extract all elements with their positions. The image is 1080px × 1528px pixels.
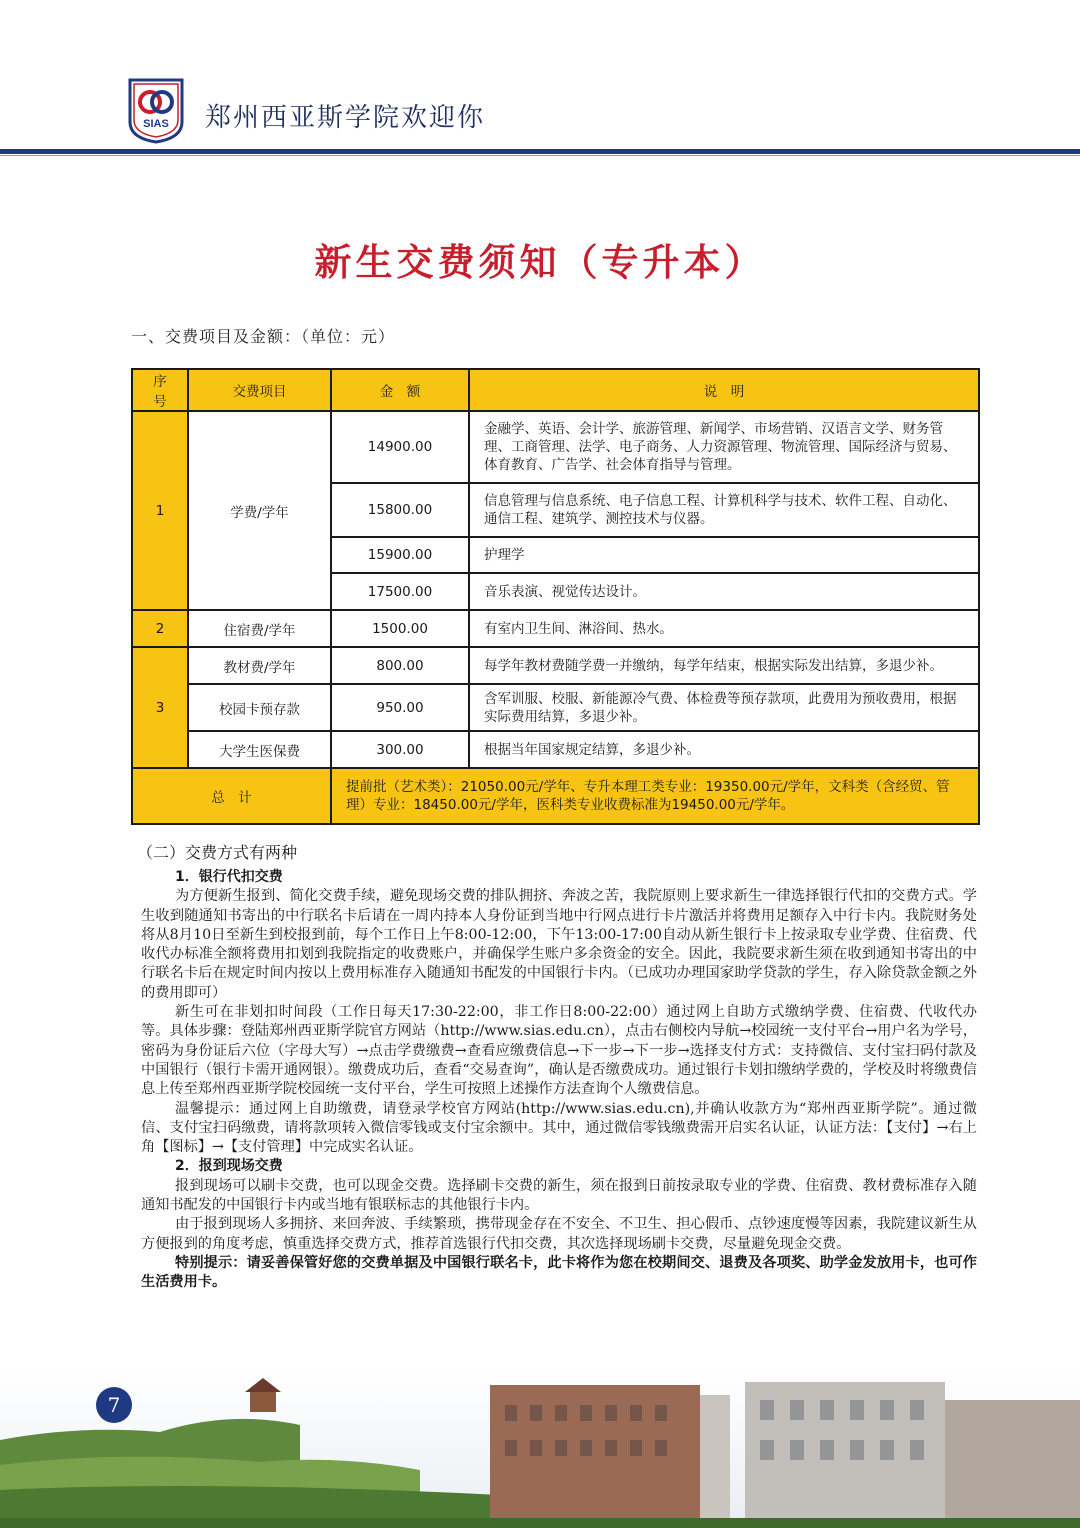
row-desc: 根据当年国家规定结算，多退少补。 [469,731,979,768]
header-rule [0,149,1080,154]
table-header-row [132,369,979,411]
table-row [132,647,979,684]
col-header-item: 交费项目 [188,369,331,411]
special-notice: 特别提示：请妥善保管好您的交费单据及中国银行联名卡，此卡将作为您在校期间交、退费及各项奖、助学金发放用卡，也可作生活费用卡。 [141,1254,977,1291]
campus-photo-banner [0,1370,1080,1528]
logo-text: SIAS [143,118,169,130]
header-rule-thin [0,155,1080,156]
row-desc: 含军训服、校服、新能源冷气费、体检费等预存款项，此费用为预收费用，根据实际费用结算，多退少补。 [469,684,979,731]
page-header [0,0,1080,160]
row-num: 1 [132,411,188,610]
method2-paragraph: 由于报到现场人多拥挤、来回奔波、手续繁琐，携带现金存在不安全、不卫生、担心假币、点钞速度慢等因素，我院建议新生从方便报到的角度考虑，慎重选择交费方式，推荐首选银行代扣交费，其次选择现场刷卡交费，尽量避免现金交费。 [141,1216,977,1252]
row-desc: 信息管理与信息系统、电子信息工程、计算机科学与技术、软件工程、自动化、通信工程、建筑学、测控技术与仪器。 [469,483,979,537]
row-amount: 800.00 [331,647,469,684]
method1-paragraph: 新生可在非划扣时间段（工作日每天17:30-22:00，非工作日8:00-22:00）通过网上自助方式缴纳学费、住宿费、代收代办等。具体步骤：登陆郑州西亚斯学院官方网站（http://www.sias.edu.cn），点击右侧校内导航→校园统一支付平台→用户名为学号，密码为身份证后六位（字母大写）→点击学费缴费→查看应缴费信息→下一步→下一步→选择支付方式：支持微信、支付宝扫码付款及中国银行（银行卡需开通网银）。缴费成功后，查看“交易查询”，确认是否缴费成功。通过银行卡划扣缴纳学费的，学校及时将缴费信息上传至郑州西亚斯学院校园统一支付平台，学生可按照上述操作方法查询个人缴费信息。 [141,1004,977,1098]
row-num: 3 [132,647,188,768]
table-row [132,731,979,768]
col-header-desc: 说 明 [469,369,979,411]
row-amount: 15800.00 [331,483,469,537]
method2-heading: 2．报到现场交费 [175,1158,283,1175]
row-amount: 950.00 [331,684,469,731]
document-title: 新生交费须知（专升本） [314,240,766,284]
method1-heading: 1．银行代扣交费 [175,869,283,885]
row-amount: 17500.00 [331,573,469,610]
row-desc: 音乐表演、视觉传达设计。 [469,573,979,610]
method2-paragraph: 报到现场可以刷卡交费，也可以现金交费。选择刷卡交费的新生，须在报到日前按录取专业的学费、住宿费、教材费标准存入随通知书配发的中国银行卡内或当地有银联标志的其他银行卡内。 [141,1177,977,1214]
row-num: 2 [132,610,188,647]
row-item: 校园卡预存款 [188,684,331,731]
sias-logo [128,78,184,144]
row-item: 教材费/学年 [188,647,331,684]
table-row [132,610,979,647]
row-amount: 300.00 [331,731,469,768]
page-number: 7 [96,1387,132,1423]
col-header-amount: 金 额 [331,369,469,411]
row-desc: 有室内卫生间、淋浴间、热水。 [469,610,979,647]
total-row [132,768,979,824]
row-desc: 护理学 [469,537,979,573]
col-header-num: 序号 [132,369,188,411]
row-amount: 1500.00 [331,610,469,647]
row-item: 学费/学年 [188,411,331,610]
section1-heading: 一、交费项目及金额：（单位：元） [131,327,396,346]
fee-table [131,368,980,825]
method1-paragraph: 温馨提示：通过网上自助缴费，请登录学校官方网站(http://www.sias.edu.cn),并确认收款方为“郑州西亚斯学院”。通过微信、支付宝扫码缴费，请将款项转入微信零钱或支付宝余额中。其中，通过微信零钱缴费需开启实名认证，认证方法：【支付】→右上角【图标】→【支付管理】中完成实名认证。 [141,1100,977,1156]
payment-methods-body [141,868,977,1293]
total-desc: 提前批（艺术类）：21050.00元/学年、专升本理工类专业：19350.00元/学年，文科类（含经贸、管理）专业：18450.00元/学年，医科类专业收费标准为19450.00元/学年。 [331,768,979,824]
school-title: 郑州西亚斯学院欢迎你 [205,103,486,133]
section2-heading: （二）交费方式有两种 [137,843,298,862]
table-row [132,684,979,731]
total-label: 总 计 [132,768,331,824]
row-amount: 15900.00 [331,537,469,573]
table-row [132,411,979,483]
method1-paragraph: 为方便新生报到、简化交费手续，避免现场交费的排队拥挤、奔波之苦，我院原则上要求新生一律选择银行代扣的交费方式。学生收到随通知书寄出的中行联名卡后请在一周内持本人身份证到当地中行网点进行卡片激活并将费用足额存入中行卡内。我院财务处将从8月10日至新生到校报到前，每个工作日上午8:00-12:00，下午13:00-17:00自动从新生银行卡上按录取专业学费、住宿费、代收代办标准全额将费用扣划到我院指定的收费账户，并确保学生账户多余资金的安全。因此，我院要求新生须在收到通知书寄出的中行联名卡后在规定时间内按以上费用标准存入随通知书配发的中国银行卡内。（已成功办理国家助学贷款的学生，存入除贷款金额之外的费用即可） [141,888,977,1001]
row-amount: 14900.00 [331,411,469,483]
row-item: 大学生医保费 [188,731,331,768]
row-item: 住宿费/学年 [188,610,331,647]
row-desc: 每学年教材费随学费一并缴纳，每学年结束，根据实际发出结算，多退少补。 [469,647,979,684]
row-desc: 金融学、英语、会计学、旅游管理、新闻学、市场营销、汉语言文学、财务管理、工商管理、法学、电子商务、人力资源管理、物流管理、国际经济与贸易、体育教育、广告学、社会体育指导与管理。 [469,411,979,483]
